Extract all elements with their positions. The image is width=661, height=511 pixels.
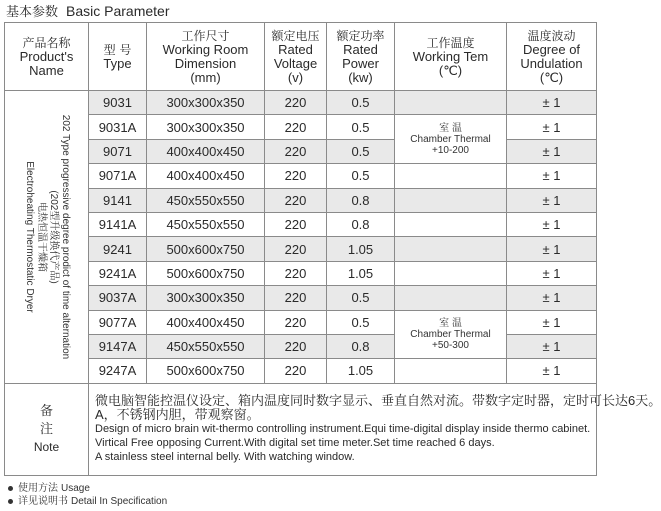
- table-row: [5, 286, 597, 310]
- cell-power: 0.5: [327, 310, 395, 334]
- table-row: [5, 212, 597, 236]
- note-line-cn: 微电脑智能控温仪设定、箱内温度同时数字显示、垂直自然对流。带数字定时器，定时可长达6天。: [95, 393, 661, 409]
- temperature-en: Chamber Thermal: [410, 133, 491, 145]
- note-body: [89, 383, 661, 475]
- table-row: [5, 115, 597, 139]
- cell-dimension: 300x300x350: [147, 91, 265, 115]
- table-row: [5, 359, 597, 383]
- note-line-en: A stainless steel internal belly. With watching window.: [95, 451, 355, 464]
- note-line-en: Virtical Free opposing Current.With digital set time meter.Set time reached 6 days.: [95, 437, 495, 450]
- cell-dimension: 500x600x750: [147, 359, 265, 383]
- parameter-table: [4, 22, 661, 476]
- header-temperature-en: Working Tem: [412, 48, 489, 64]
- cell-temperature: [395, 115, 507, 164]
- cell-undulation: ± 1: [507, 212, 597, 236]
- note-label: [5, 383, 89, 475]
- cell-temperature-empty: [395, 286, 507, 310]
- cell-type: 9247A: [89, 359, 147, 383]
- product-name-cell: [5, 91, 89, 384]
- cell-undulation: ± 1: [507, 286, 597, 310]
- temperature-label: [395, 123, 506, 156]
- header-voltage-cn: 额定电压: [271, 28, 320, 43]
- cell-type: 9071A: [89, 164, 147, 188]
- header-power-cn: 额定功率: [336, 28, 385, 43]
- cell-power: 0.8: [327, 188, 395, 212]
- header-dimension-en: Working Room Dimension: [162, 41, 249, 71]
- cell-power: 0.8: [327, 212, 395, 236]
- cell-type: 9071: [89, 139, 147, 163]
- table-row: [5, 164, 597, 188]
- product-name-line4: Electroheating Thermostatic Dryer: [23, 161, 35, 313]
- cell-voltage: 220: [265, 334, 327, 358]
- header-type-cn: 型 号: [103, 42, 132, 57]
- header-name-cn: 产品名称: [22, 35, 71, 50]
- cell-dimension: 500x600x750: [147, 261, 265, 285]
- header-product-name: [5, 23, 89, 91]
- temperature-label: [395, 318, 506, 351]
- header-undulation-unit: (℃): [539, 69, 564, 85]
- cell-type: 9241: [89, 237, 147, 261]
- cell-undulation: ± 1: [507, 359, 597, 383]
- cell-undulation: ± 1: [507, 261, 597, 285]
- cell-temperature-empty: [395, 237, 507, 261]
- cell-undulation: ± 1: [507, 139, 597, 163]
- cell-undulation: ± 1: [507, 164, 597, 188]
- page-title: [6, 1, 170, 21]
- cell-dimension: 400x400x450: [147, 310, 265, 334]
- cell-undulation: ± 1: [507, 237, 597, 261]
- cell-type: 9037A: [89, 286, 147, 310]
- header-undulation: [507, 23, 597, 91]
- cell-temperature-empty: [395, 359, 507, 383]
- cell-temperature-empty: [395, 261, 507, 285]
- cell-dimension: 400x400x450: [147, 164, 265, 188]
- cell-dimension: 300x300x350: [147, 286, 265, 310]
- note-line-cn: A，不锈钢内胆，带观察窗。: [95, 407, 260, 423]
- temperature-cn: 室 温: [439, 317, 462, 329]
- header-type-en: Type: [103, 55, 132, 71]
- cell-type: 9031A: [89, 115, 147, 139]
- cell-temperature-empty: [395, 212, 507, 236]
- footer-detail-cn: 详见说明书: [18, 496, 68, 507]
- cell-voltage: 220: [265, 237, 327, 261]
- product-name-line1: 202 Type progressive degree prodict of time alternation: [59, 114, 71, 360]
- product-name-line3: 电热恒温干燥箱: [35, 201, 47, 272]
- footer-usage: [8, 482, 167, 495]
- cell-power: 0.5: [327, 164, 395, 188]
- cell-power: 0.5: [327, 115, 395, 139]
- cell-undulation: ± 1: [507, 334, 597, 358]
- note-label-cn-1: 备: [39, 403, 53, 419]
- cell-dimension: 450x550x550: [147, 188, 265, 212]
- temperature-range: +50-300: [432, 339, 469, 351]
- cell-voltage: 220: [265, 139, 327, 163]
- header-power-unit: (kw): [348, 69, 373, 85]
- footer-usage-cn: 使用方法: [18, 483, 58, 494]
- cell-voltage: 220: [265, 164, 327, 188]
- cell-dimension: 500x600x750: [147, 237, 265, 261]
- note-line-en: Design of micro brain wit-thermo controlling instrument.Equi time-digital display inside thermo cabinet.: [95, 423, 591, 436]
- cell-temperature-empty: [395, 164, 507, 188]
- cell-voltage: 220: [265, 286, 327, 310]
- cell-type: 9031: [89, 91, 147, 115]
- cell-voltage: 220: [265, 261, 327, 285]
- product-name-line2: (202型升级换代产品): [47, 190, 59, 284]
- temperature-range: +10-200: [432, 144, 469, 156]
- header-type: [89, 23, 147, 91]
- table-row: [5, 310, 597, 334]
- header-power: [327, 23, 395, 91]
- bullet-icon: [8, 486, 13, 491]
- cell-power: 0.8: [327, 334, 395, 358]
- cell-voltage: 220: [265, 212, 327, 236]
- note-row: [5, 383, 597, 475]
- header-voltage-en: Rated Voltage: [273, 41, 318, 71]
- footer-detail-en: Detail In Specification: [71, 496, 168, 507]
- note-label-cn-2: 注: [39, 421, 53, 437]
- cell-temperature-empty: [395, 188, 507, 212]
- cell-type: 9141: [89, 188, 147, 212]
- cell-voltage: 220: [265, 310, 327, 334]
- cell-power: 0.5: [327, 91, 395, 115]
- table-row: [5, 188, 597, 212]
- cell-temperature-empty: [395, 91, 507, 115]
- cell-type: 9141A: [89, 212, 147, 236]
- header-voltage-unit: (v): [287, 69, 304, 85]
- cell-voltage: 220: [265, 115, 327, 139]
- header-dimension: [147, 23, 265, 91]
- footer-usage-en: Usage: [61, 483, 90, 494]
- temperature-cn: 室 温: [439, 122, 462, 134]
- cell-power: 1.05: [327, 261, 395, 285]
- cell-power: 0.5: [327, 139, 395, 163]
- footer: [8, 482, 167, 508]
- title-en: Basic Parameter: [66, 3, 170, 19]
- header-temperature-cn: 工作温度: [426, 35, 475, 50]
- header-dimension-cn: 工作尺寸: [181, 28, 230, 43]
- cell-dimension: 450x550x550: [147, 212, 265, 236]
- cell-dimension: 300x300x350: [147, 115, 265, 139]
- temperature-en: Chamber Thermal: [410, 328, 491, 340]
- header-power-en: Rated Power: [342, 41, 379, 71]
- table-row: [5, 139, 597, 163]
- cell-type: 9077A: [89, 310, 147, 334]
- cell-dimension: 400x400x450: [147, 139, 265, 163]
- cell-temperature: [395, 310, 507, 359]
- cell-undulation: ± 1: [507, 188, 597, 212]
- cell-type: 9241A: [89, 261, 147, 285]
- header-undulation-cn: 温度波动: [527, 28, 576, 43]
- table-row: [5, 91, 597, 115]
- title-cn: 基本参数: [6, 5, 59, 20]
- cell-undulation: ± 1: [507, 115, 597, 139]
- header-temperature-unit: (℃): [438, 62, 463, 78]
- header-name-en: Product's Name: [19, 48, 74, 78]
- cell-type: 9147A: [89, 334, 147, 358]
- header-row: [5, 23, 597, 91]
- table-row: [5, 237, 597, 261]
- cell-power: 1.05: [327, 359, 395, 383]
- table-row: [5, 334, 597, 358]
- cell-voltage: 220: [265, 359, 327, 383]
- header-voltage: [265, 23, 327, 91]
- header-undulation-en: Degree of Undulation: [520, 41, 583, 71]
- cell-voltage: 220: [265, 91, 327, 115]
- product-name-vertical: [23, 92, 71, 382]
- cell-power: 1.05: [327, 237, 395, 261]
- cell-undulation: ± 1: [507, 91, 597, 115]
- cell-power: 0.5: [327, 286, 395, 310]
- cell-voltage: 220: [265, 188, 327, 212]
- cell-undulation: ± 1: [507, 310, 597, 334]
- table-body: [5, 91, 597, 384]
- footer-detail: [8, 495, 167, 508]
- cell-dimension: 450x550x550: [147, 334, 265, 358]
- bullet-icon: [8, 499, 13, 504]
- header-dimension-unit: (mm): [190, 69, 221, 85]
- table-row: [5, 261, 597, 285]
- header-temperature: [395, 23, 507, 91]
- note-label-en: Note: [33, 440, 60, 455]
